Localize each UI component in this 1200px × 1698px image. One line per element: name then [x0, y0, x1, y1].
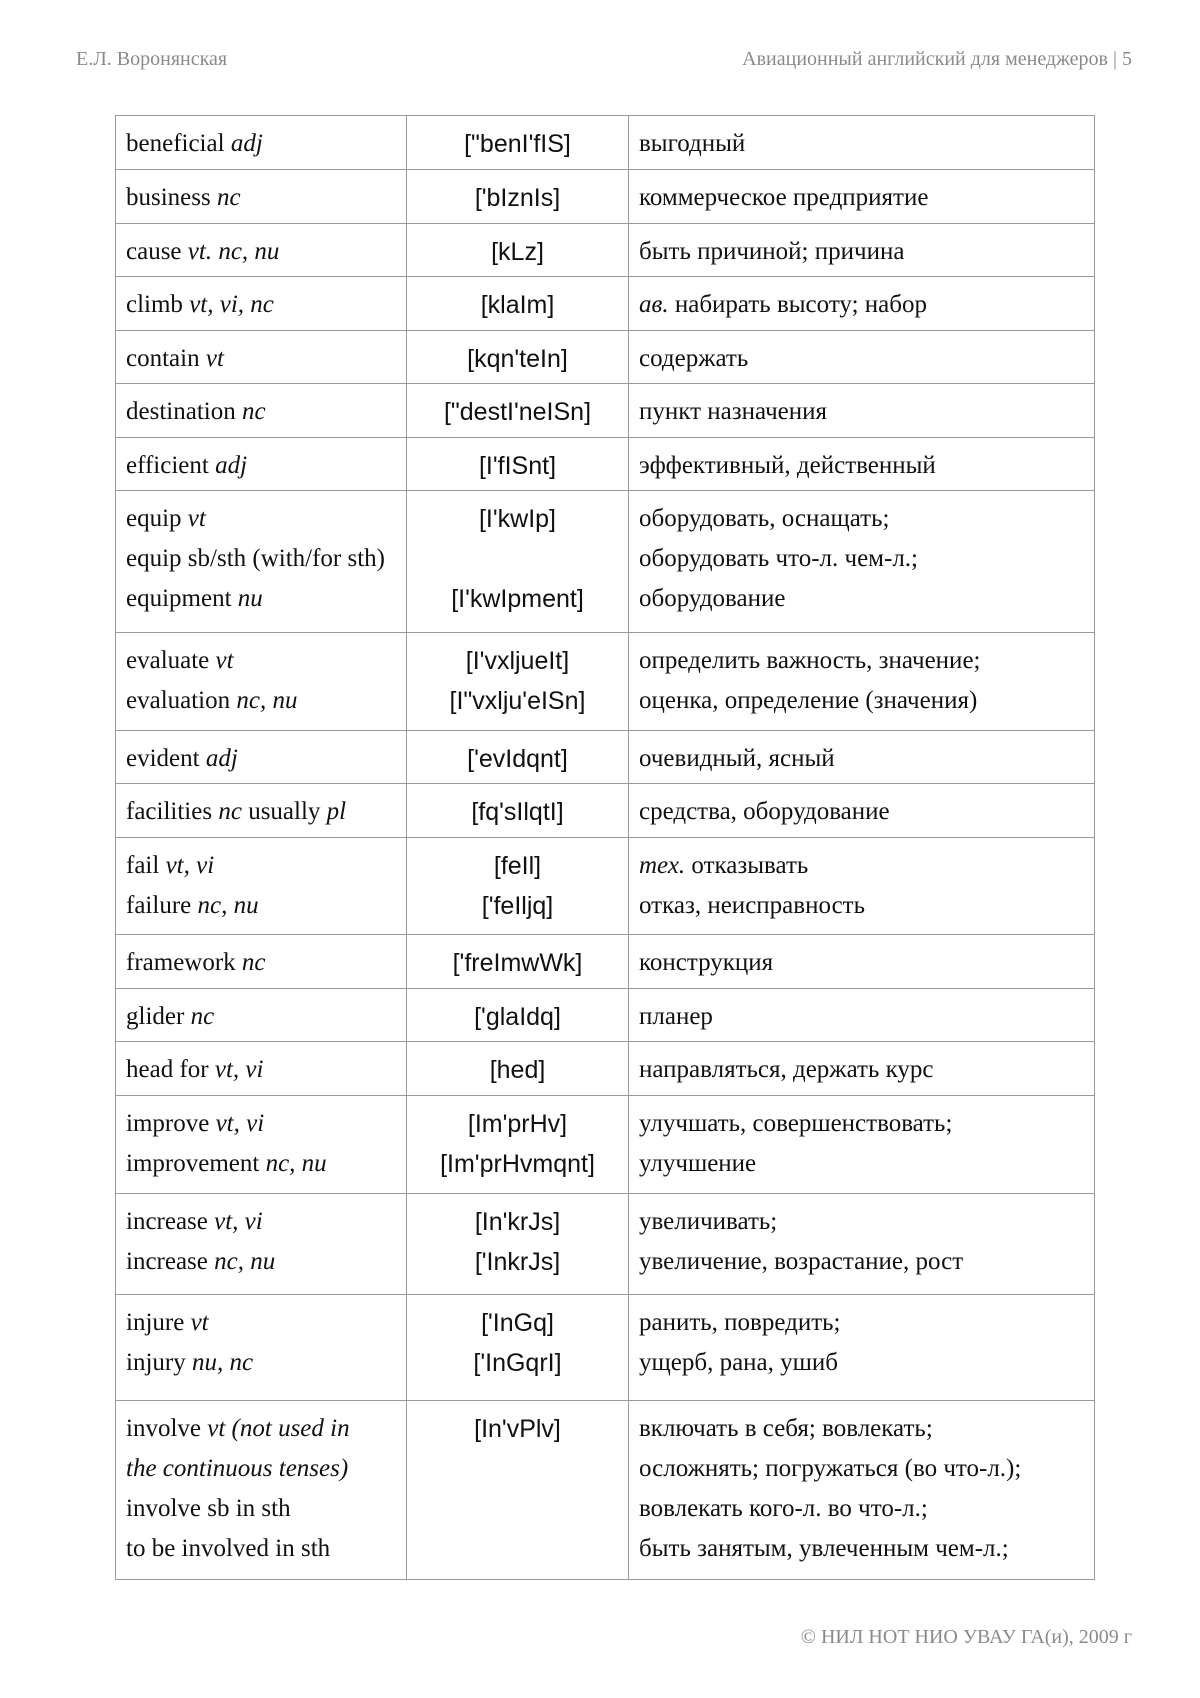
headword: destination — [126, 398, 242, 425]
translation: осложнять; погружаться (во что-л.); — [639, 1455, 1022, 1482]
transcription: ["benI'fIS] — [464, 130, 571, 158]
word-line — [126, 846, 396, 886]
translation: содержать — [639, 345, 749, 372]
translation-line — [639, 1449, 1084, 1489]
translation-line — [639, 792, 1084, 832]
translation: планер — [639, 1003, 713, 1030]
part-of-speech: vt, vi — [215, 1110, 265, 1137]
headword: increase — [126, 1208, 215, 1235]
table-row — [116, 491, 1095, 633]
part-of-speech: vt — [187, 505, 206, 532]
translation-line — [639, 499, 1084, 539]
translation-cell — [629, 731, 1095, 784]
table-row — [116, 731, 1095, 784]
table-row — [116, 116, 1095, 170]
translation: эффективный, действенный — [639, 452, 936, 479]
translation: включать в себя; вовлекать; — [639, 1415, 933, 1442]
word-cell — [116, 1042, 407, 1096]
word-line — [126, 1202, 396, 1242]
headword: contain — [126, 345, 206, 372]
transcription-cell — [407, 1295, 629, 1401]
usage-note: usually — [241, 798, 327, 825]
part-of-speech: vt, vi, nc — [189, 291, 274, 318]
translation-line — [639, 178, 1084, 218]
table-row — [116, 1295, 1095, 1401]
headword: increase — [126, 1248, 215, 1275]
translation-line — [639, 1489, 1084, 1529]
translation-cell — [629, 935, 1095, 989]
word-line — [126, 641, 396, 681]
translation-cell — [629, 1401, 1095, 1580]
word-cell — [116, 989, 407, 1042]
word-line — [126, 124, 396, 164]
translation-line — [639, 124, 1084, 164]
translation-cell — [629, 277, 1095, 331]
part-of-speech: nc, nu — [197, 892, 259, 919]
word-cell — [116, 633, 407, 731]
table-row — [116, 989, 1095, 1042]
translation-line — [639, 1343, 1084, 1383]
transcription: [I'kwIp] — [478, 505, 556, 533]
transcription-cell — [407, 633, 629, 731]
translation-line — [639, 285, 1084, 325]
word-cell — [116, 1401, 407, 1580]
transcription: ['freImwWk] — [452, 949, 583, 977]
part-of-speech: nc — [241, 398, 266, 425]
transcription: [I'vxljueIt] — [465, 647, 570, 675]
transcription: ['InGqrI] — [473, 1349, 562, 1377]
translation-line — [639, 1050, 1084, 1090]
translation-line — [639, 1242, 1084, 1282]
translation: отказывать — [685, 852, 809, 879]
transcription-cell — [407, 116, 629, 170]
translation-cell — [629, 491, 1095, 633]
part-of-speech: adj — [230, 130, 263, 157]
transcription: ['bIznIs] — [474, 184, 561, 212]
header-title: Авиационный английский для менеджеров | 5 — [742, 48, 1132, 70]
word-line — [126, 1050, 396, 1090]
word-cell — [116, 1194, 407, 1295]
transcription: ['evIdqnt] — [467, 745, 568, 773]
headword: improve — [126, 1110, 216, 1137]
transcription-cell — [407, 838, 629, 935]
translation: очевидный, ясный — [639, 745, 835, 772]
part-of-speech: adj — [205, 745, 238, 772]
transcription-cell — [407, 1042, 629, 1096]
part-of-speech: nu — [237, 585, 263, 612]
part-of-speech: nc — [190, 1003, 215, 1030]
translation-cell — [629, 438, 1095, 491]
word-cell — [116, 784, 407, 838]
translation-cell — [629, 224, 1095, 277]
transcription: [kLz] — [491, 238, 544, 266]
headword: efficient — [126, 452, 216, 479]
domain-note: ав. — [639, 291, 669, 318]
translation-line — [639, 943, 1084, 983]
translation-cell — [629, 838, 1095, 935]
translation-line — [639, 1202, 1084, 1242]
word-line — [126, 943, 396, 983]
translation: средства, оборудование — [639, 798, 890, 825]
headword: beneficial — [126, 130, 231, 157]
translation-cell — [629, 331, 1095, 384]
translation-line — [639, 539, 1084, 579]
translation: отказ, неисправность — [639, 892, 865, 919]
headword: glider — [126, 1003, 191, 1030]
word-line — [126, 446, 396, 486]
headword: improvement — [126, 1150, 266, 1177]
transcription: [In'vPlv] — [474, 1415, 561, 1443]
transcription: [klaIm] — [480, 291, 555, 319]
table-row — [116, 1401, 1095, 1580]
word-line — [126, 232, 396, 272]
headword: failure — [126, 892, 198, 919]
vocabulary-table — [115, 115, 1095, 1580]
transcription: ['glaIdq] — [474, 1003, 561, 1031]
translation: увеличивать; — [639, 1208, 778, 1235]
translation: оборудовать что-л. чем-л.; — [639, 545, 918, 572]
word-cell — [116, 116, 407, 170]
transcription-cell — [407, 491, 629, 633]
transcription — [417, 539, 618, 579]
translation: набирать высоту; набор — [668, 291, 927, 318]
part-of-speech: nc — [218, 798, 242, 825]
transcription: [Im'prHv] — [467, 1110, 568, 1138]
part-of-speech: vt, vi — [165, 852, 215, 879]
word-line — [126, 392, 396, 432]
transcription: ['InGq] — [481, 1309, 554, 1337]
translation-cell — [629, 989, 1095, 1042]
table-row — [116, 384, 1095, 438]
translation-line — [639, 392, 1084, 432]
word-cell — [116, 1295, 407, 1401]
translation-cell — [629, 633, 1095, 731]
word-cell — [116, 935, 407, 989]
word-line — [126, 1144, 396, 1184]
table-row — [116, 784, 1095, 838]
transcription: [feIl] — [493, 852, 542, 880]
table-row — [116, 1042, 1095, 1096]
headword: business — [126, 184, 217, 211]
translation-cell — [629, 1096, 1095, 1194]
word-line — [126, 579, 396, 619]
translation: быть занятым, увлеченным чем-л.; — [639, 1535, 1009, 1562]
headword: to be involved in sth — [126, 1535, 331, 1562]
transcription: [hed] — [489, 1056, 546, 1084]
headword: evident — [126, 745, 206, 772]
translation: оценка, определение (значения) — [639, 687, 978, 714]
translation-cell — [629, 784, 1095, 838]
word-line — [126, 539, 396, 579]
part-of-speech: vt — [205, 345, 224, 372]
word-line — [126, 1343, 396, 1383]
headword: equip sb/sth (with/for sth) — [126, 545, 386, 572]
part-of-speech: nc, nu — [236, 687, 298, 714]
part-of-speech: vt, vi — [214, 1056, 264, 1083]
word-cell — [116, 170, 407, 224]
transcription-cell — [407, 438, 629, 491]
part-of-speech: nc — [241, 949, 266, 976]
translation-line — [639, 1409, 1084, 1449]
transcription: [In'krJs] — [474, 1208, 561, 1236]
translation-line — [639, 1303, 1084, 1343]
word-line — [126, 1449, 396, 1489]
translation-cell — [629, 170, 1095, 224]
transcription: [kqn'teIn] — [467, 345, 568, 373]
transcription-cell — [407, 989, 629, 1042]
word-cell — [116, 731, 407, 784]
word-cell — [116, 438, 407, 491]
transcription-cell — [407, 935, 629, 989]
headword: evaluate — [126, 647, 216, 674]
translation-line — [639, 446, 1084, 486]
part-of-speech: adj — [215, 452, 248, 479]
translation-line — [639, 1529, 1084, 1569]
translation: быть причиной; причина — [639, 238, 905, 265]
table-row — [116, 935, 1095, 989]
word-line — [126, 997, 396, 1037]
transcription-cell — [407, 384, 629, 438]
word-line — [126, 499, 396, 539]
part-of-speech: nu, nc — [191, 1349, 254, 1376]
transcription-cell — [407, 1401, 629, 1580]
word-cell — [116, 224, 407, 277]
transcription: [I"vxlju'eISn] — [449, 687, 586, 715]
word-line — [126, 792, 396, 832]
part-of-speech: nc — [216, 184, 241, 211]
part-of-speech: vt (not used in — [207, 1415, 350, 1442]
translation-cell — [629, 116, 1095, 170]
word-cell — [116, 331, 407, 384]
headword: head for — [126, 1056, 215, 1083]
transcription-cell — [407, 224, 629, 277]
word-cell — [116, 1096, 407, 1194]
translation-cell — [629, 1295, 1095, 1401]
table-row — [116, 1096, 1095, 1194]
word-line — [126, 1489, 396, 1529]
word-line — [126, 886, 396, 926]
transcription-cell — [407, 170, 629, 224]
translation-cell — [629, 1042, 1095, 1096]
transcription-cell — [407, 784, 629, 838]
word-line — [126, 739, 396, 779]
part-of-speech: the continuous tenses) — [126, 1455, 349, 1482]
transcription: ['feIljq] — [481, 892, 554, 920]
table-row — [116, 838, 1095, 935]
translation-line — [639, 579, 1084, 619]
word-line — [126, 339, 396, 379]
transcription: [I'kwIpment] — [451, 585, 584, 613]
part-of-speech: vt. nc, nu — [187, 238, 280, 265]
translation-line — [639, 641, 1084, 681]
part-of-speech: nc, nu — [214, 1248, 276, 1275]
part-of-speech: vt, vi — [214, 1208, 263, 1235]
table-row — [116, 438, 1095, 491]
translation-line — [639, 997, 1084, 1037]
translation: выгодный — [639, 130, 746, 157]
headword: equip — [126, 505, 188, 532]
word-line — [126, 1303, 396, 1343]
table-row — [116, 1194, 1095, 1295]
translation: улучшение — [639, 1150, 757, 1177]
translation-cell — [629, 1194, 1095, 1295]
transcription-cell — [407, 331, 629, 384]
translation: оборудовать, оснащать; — [639, 505, 890, 532]
table-row — [116, 170, 1095, 224]
translation: улучшать, совершенствовать; — [639, 1110, 953, 1137]
table-row — [116, 331, 1095, 384]
translation-line — [639, 886, 1084, 926]
word-cell — [116, 491, 407, 633]
table-row — [116, 224, 1095, 277]
word-line — [126, 681, 396, 721]
headword: injury — [126, 1349, 192, 1376]
translation: вовлекать кого-л. во что-л.; — [639, 1495, 928, 1522]
part-of-speech: vt — [190, 1309, 209, 1336]
transcription: ["destI'neISn] — [443, 398, 592, 426]
word-line — [126, 1409, 396, 1449]
transcription-cell — [407, 731, 629, 784]
word-line — [126, 285, 396, 325]
headword: involve sb in sth — [126, 1495, 291, 1522]
word-cell — [116, 384, 407, 438]
headword: involve — [126, 1415, 208, 1442]
translation-line — [639, 232, 1084, 272]
part-of-speech: pl — [326, 798, 347, 825]
word-cell — [116, 838, 407, 935]
transcription: [Im'prHvmqnt] — [440, 1150, 595, 1178]
translation: направляться, держать курс — [639, 1056, 934, 1083]
headword: framework — [126, 949, 242, 976]
headword: equipment — [126, 585, 238, 612]
translation: пункт назначения — [639, 398, 828, 425]
translation-line — [639, 739, 1084, 779]
transcription: ['InkrJs] — [474, 1248, 561, 1276]
translation-line — [639, 846, 1084, 886]
part-of-speech: nc, nu — [265, 1150, 327, 1177]
word-line — [126, 178, 396, 218]
vocabulary-table-body — [116, 116, 1095, 1580]
translation: конструкция — [639, 949, 774, 976]
word-line — [126, 1242, 396, 1282]
headword: cause — [126, 238, 188, 265]
word-cell — [116, 277, 407, 331]
translation: ранить, повредить; — [639, 1309, 841, 1336]
headword: evaluation — [126, 687, 237, 714]
translation-line — [639, 339, 1084, 379]
table-row — [116, 633, 1095, 731]
part-of-speech: vt — [215, 647, 234, 674]
transcription-cell — [407, 1194, 629, 1295]
domain-note: тех. — [639, 852, 686, 879]
translation: оборудование — [639, 585, 786, 612]
word-line — [126, 1104, 396, 1144]
translation: коммерческое предприятие — [639, 184, 929, 211]
headword: climb — [126, 291, 190, 318]
translation: увеличение, возрастание, рост — [639, 1248, 964, 1275]
headword: injure — [126, 1309, 191, 1336]
transcription-cell — [407, 277, 629, 331]
transcription: [I'fISnt] — [478, 452, 557, 480]
footer-copyright: © НИЛ НОТ НИО УВАУ ГА(и), 2009 г — [800, 1626, 1132, 1648]
translation: определить важность, значение; — [639, 647, 981, 674]
transcription: [fq'sIlqtI] — [471, 798, 564, 826]
table-row — [116, 277, 1095, 331]
headword: fail — [126, 852, 166, 879]
headword: facilities — [126, 798, 219, 825]
translation-line — [639, 1144, 1084, 1184]
word-line — [126, 1529, 396, 1569]
translation-cell — [629, 384, 1095, 438]
header-author: Е.Л. Воронянская — [76, 48, 228, 70]
translation-line — [639, 1104, 1084, 1144]
translation: ущерб, рана, ушиб — [639, 1349, 838, 1376]
transcription-cell — [407, 1096, 629, 1194]
translation-line — [639, 681, 1084, 721]
